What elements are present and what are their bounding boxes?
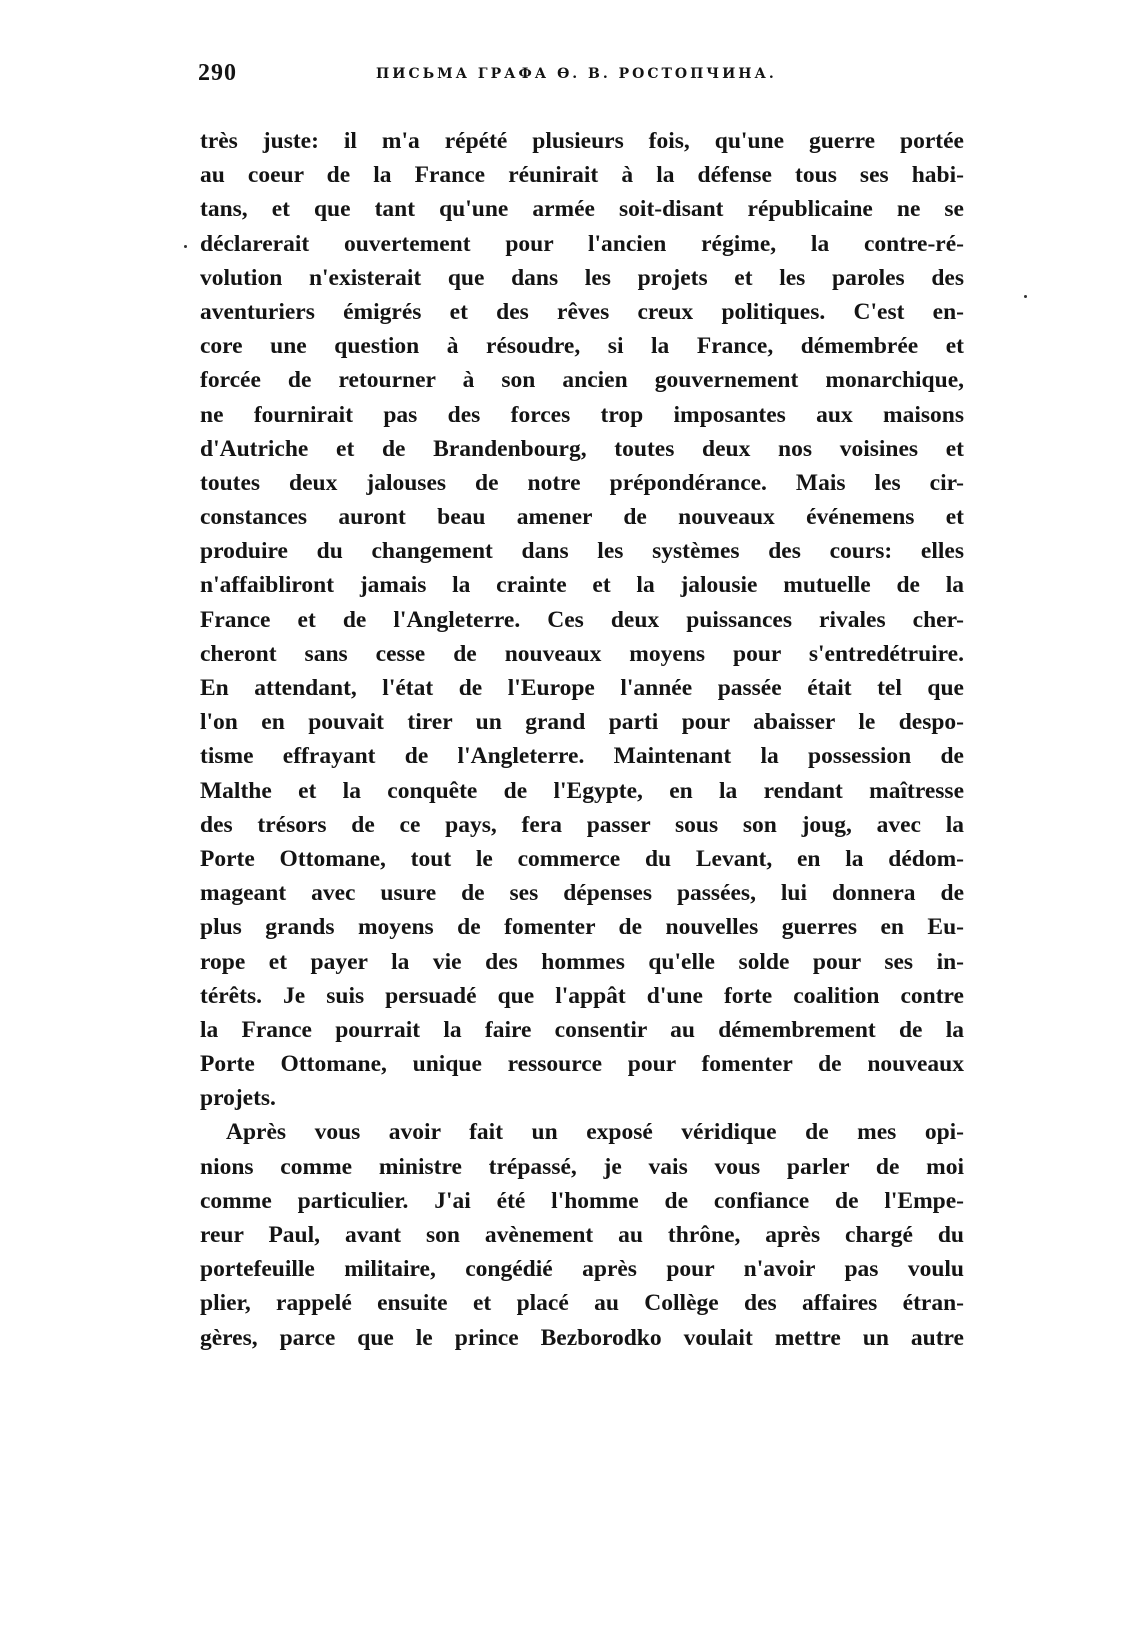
text-line: au coeur de la France réunirait à la défense tous ses habi- [200,162,964,189]
text-line: plier, rappelé ensuite et placé au Collège des affaires étran- [200,1290,964,1317]
text-line: reur Paul, avant son avènement au thrône, après chargé du [200,1222,964,1248]
text-line: volution n'existerait que dans les projets et les paroles des [200,264,964,291]
text-line: forcée de retourner à son ancien gouvernement monarchique, [200,367,964,394]
running-title: ПИСЬМА ГРАФА Ѳ. В. РОСТОПЧИНА. [376,66,777,82]
text-line: Porte Ottomane, tout le commerce du Levant, en la dédom- [200,845,964,872]
scan-speck [184,245,187,248]
text-line: des trésors de ce pays, fera passer sous son joug, avec la [200,811,964,838]
text-line: ne fournirait pas des forces trop imposantes aux maisons [200,401,964,428]
paragraph [200,1115,964,1354]
text-line: France et de l'Angleterre. Ces deux puissances rivales cher- [200,606,964,633]
text-line: déclarerait ouvertement pour l'ancien régime, la contre-ré- [200,230,964,257]
text-line: nions comme ministre trépassé, je vais vous parler de moi [200,1153,964,1180]
text-line: Après vous avoir fait un exposé véridique de mes opi- [226,1119,964,1146]
text-line: toutes deux jalouses de notre prépondérance. Mais les cir- [200,469,964,496]
text-line: Porte Ottomane, unique ressource pour fomenter de nouveaux [200,1051,964,1078]
text-line: constances auront beau amener de nouveaux événemens et [200,504,964,531]
text-line: cheront sans cesse de nouveaux moyens pour s'entredétruire. [200,640,964,667]
text-line: Malthe et la conquête de l'Egypte, en la rendant maîtresse [200,777,964,804]
text-line: core une question à résoudre, si la France, démembrée et [200,333,964,360]
text-line: tans, et que tant qu'une armée soit-disant républicaine ne se [200,196,964,223]
body-text [200,124,964,1355]
text-line: projets. [200,1085,276,1112]
text-line: d'Autriche et de Brandenbourg, toutes deux nos voisines et [200,435,964,462]
text-line: térêts. Je suis persuadé que l'appât d'une forte coalition contre [200,982,964,1009]
scan-speck [1024,295,1027,298]
text-line: l'on en pouvait tirer un grand parti pour abaisser le despo- [200,709,964,736]
paragraph [200,124,964,1115]
text-line: comme particulier. J'ai été l'homme de confiance de l'Empe- [200,1187,964,1214]
text-line: rope et payer la vie des hommes qu'elle solde pour ses in- [200,948,964,975]
text-line: tisme effrayant de l'Angleterre. Maintenant la possession de [200,743,964,770]
text-line: mageant avec usure de ses dépenses passées, lui donnera de [200,880,964,907]
text-line: produire du changement dans les systèmes des cours: elles [200,538,964,565]
text-line: gères, parce que le prince Bezborodko voulait mettre un autre [200,1324,964,1351]
text-line: aventuriers émigrés et des rêves creux politiques. C'est en- [200,298,964,325]
text-line: plus grands moyens de fomenter de nouvelles guerres en Eu- [200,914,964,941]
page-number: 290 [198,60,237,86]
page-header [198,60,966,94]
text-line: très juste: il m'a répété plusieurs fois, qu'une guerre portée [200,128,964,154]
text-line: En attendant, l'état de l'Europe l'année passée était tel que [200,675,964,701]
text-line: portefeuille militaire, congédié après pour n'avoir pas voulu [200,1256,964,1283]
text-line: la France pourrait la faire consentir au démembrement de la [200,1016,964,1043]
text-line: n'affaibliront jamais la crainte et la jalousie mutuelle de la [200,572,964,599]
